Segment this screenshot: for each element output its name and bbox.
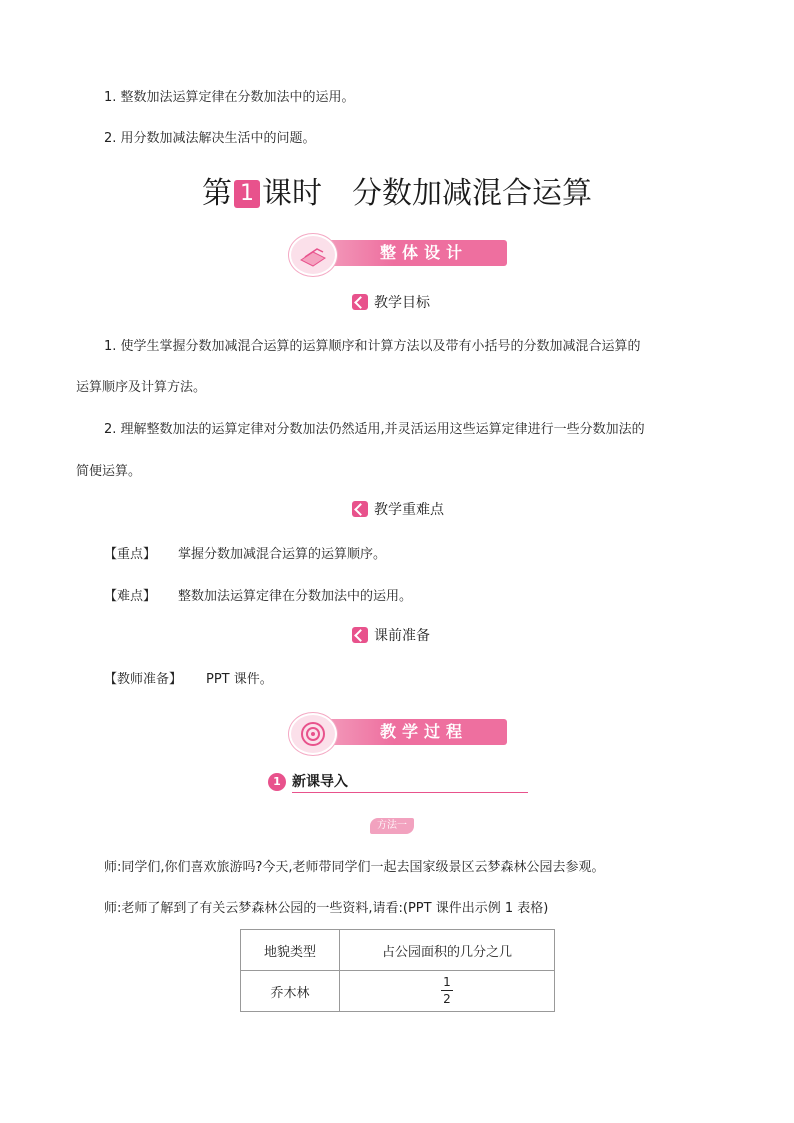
chapter-prefix: 第 [202,176,232,211]
table-header-cell: 地貌类型 [241,930,340,971]
book-icon [289,234,337,276]
subhead-preparation [352,626,430,646]
dialogue-1: 师:同学们,你们喜欢旅游吗?今天,老师带同学们一起去国家级景区云梦森林公园去参观。 [104,860,605,875]
table-cell [340,971,555,1012]
table-header-cell: 占公园面积的几分之几 [340,930,555,971]
chapter-title [0,176,794,212]
arrow-icon [352,627,368,643]
arrow-icon [352,294,368,310]
arrow-icon [352,501,368,517]
goal-2-line-1: 2. 理解整数加法的运算定律对分数加法仍然适用,并灵活运用这些运算定律进行一些分数加法的 [104,422,645,437]
table-cell: 乔木林 [241,971,340,1012]
method-tag: 方法一 [370,818,414,834]
chapter-name: 分数加减混合运算 [352,176,592,211]
step-number: 1 [268,773,286,791]
step-new-lesson-intro [268,772,530,794]
fraction-numerator: 1 [443,975,451,989]
landform-table [240,929,555,1012]
prep-text: PPT 课件。 [206,672,273,687]
fraction [441,975,453,1006]
chapter-suffix: 课时 [262,176,322,211]
top-item-1: 1. 整数加法运算定律在分数加法中的运用。 [104,90,355,105]
difficulty-label: 【难点】 [104,589,157,604]
prep-label: 【教师准备】 [104,672,183,687]
fraction-denominator: 2 [443,992,451,1006]
step-label: 新课导入 [292,774,348,790]
chapter-number-badge: 1 [234,180,260,208]
table-row [241,971,555,1012]
target-icon [289,713,337,755]
goal-2-line-2: 简便运算。 [76,464,142,479]
banner-teaching-process [289,717,507,747]
table-header-row [241,930,555,971]
subhead-label: 教学目标 [374,295,430,311]
banner-label: 整体设计 [379,243,468,262]
difficulty-text: 整数加法运算定律在分数加法中的运用。 [178,589,413,604]
goal-1-line-2: 运算顺序及计算方法。 [76,380,207,395]
dialogue-2: 师:老师了解到了有关云梦森林公园的一些资料,请看:(PPT 课件出示例 1 表格) [104,901,549,916]
banner-overall-design [289,238,507,268]
banner-label: 教学过程 [379,722,468,741]
subhead-label: 课前准备 [374,628,430,644]
top-item-2: 2. 用分数加减法解决生活中的问题。 [104,131,316,146]
subhead-teaching-goals [352,293,430,313]
focus-text: 掌握分数加减混合运算的运算顺序。 [178,547,387,562]
fraction-bar [441,990,453,991]
focus-label: 【重点】 [104,547,157,562]
subhead-label: 教学重难点 [374,502,444,518]
step-underline [292,792,528,793]
goal-1-line-1: 1. 使学生掌握分数加减混合运算的运算顺序和计算方法以及带有小括号的分数加减混合运算的 [104,339,641,354]
subhead-key-points [352,500,444,520]
